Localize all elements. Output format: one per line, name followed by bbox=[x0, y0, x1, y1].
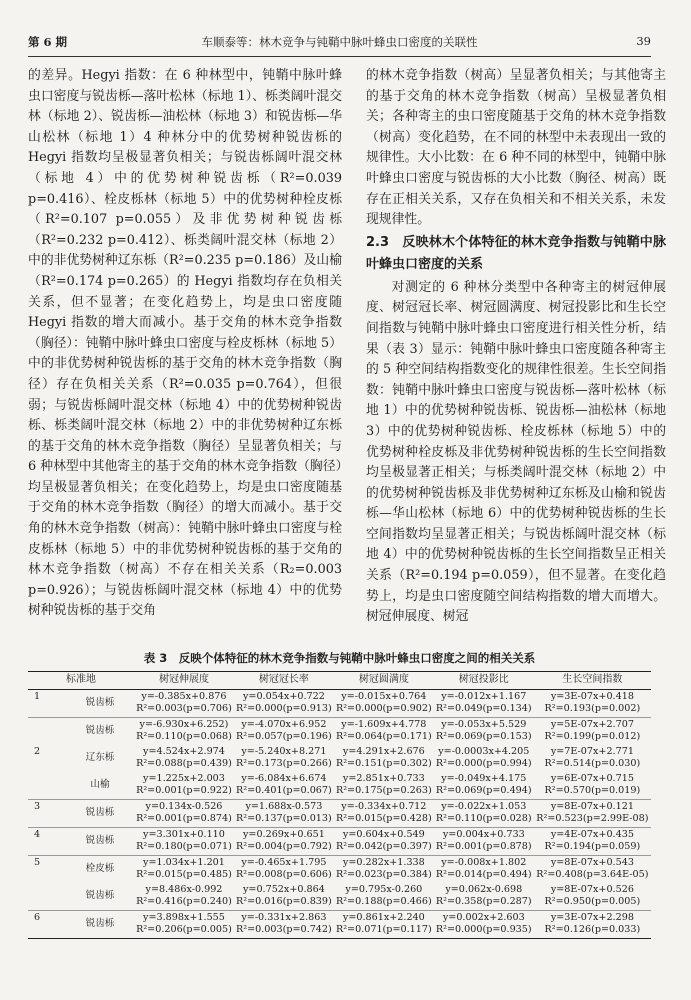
header-rule bbox=[28, 56, 651, 57]
regression-equation: y=-0.465x+1.795 bbox=[241, 856, 327, 868]
r-squared-value: R²=0.416(p=0.240) bbox=[136, 896, 232, 907]
r-squared-value: R²=0.188(p=0.466) bbox=[335, 896, 432, 907]
r-squared-value: R²=0.003(p=0.706) bbox=[136, 703, 232, 714]
r-squared-value: R²=0.175(p=0.263) bbox=[335, 785, 432, 796]
regression-cell bbox=[434, 689, 534, 717]
regression-cell bbox=[334, 772, 434, 800]
regression-equation: y=3E-07x+0.418 bbox=[550, 690, 634, 702]
regression-cell bbox=[234, 799, 334, 827]
species-cell: 栓皮栎 bbox=[66, 855, 134, 883]
r-squared-value: R²=0.173(p=0.266) bbox=[236, 758, 332, 769]
r-squared-value: R²=0.071(p=0.117) bbox=[335, 924, 432, 935]
site-number-cell: 1 bbox=[34, 690, 41, 702]
regression-cell bbox=[534, 799, 651, 827]
r-squared-value: R²=0.069(p=0.153) bbox=[435, 731, 532, 742]
r-squared-value: R²=0.358(p=0.287) bbox=[435, 896, 532, 907]
r-squared-value: R²=0.088(p=0.439) bbox=[136, 758, 232, 769]
r-squared-value: R²=0.003(p=0.742) bbox=[236, 924, 332, 935]
site-number-cell: 6 bbox=[28, 910, 66, 938]
site-number-cell: 3 bbox=[28, 799, 66, 827]
r-squared-value: R²=0.000(p=0.935) bbox=[435, 924, 532, 935]
right-paragraph-2: 对测定的 6 种林分类型中各种寄主的树冠伸展度、树冠冠长率、树冠圆满度、树冠投影比和生长空间指数与钝鞘中脉叶蜂虫口密度进行相关性分析，结果（表 3）显示：钝鞘中脉叶蜂虫口密度随各种寄主的 5 种空间结构指数变化的规律性很差。生长空间指数：钝鞘中脉叶蜂虫口密度与锐齿栎—落叶松林（标地 1）中的优势树种锐齿栎、锐齿栎—油松林（标地 3）中的优势树种锐齿栎、栓皮栎林（标地 5）中的优势树种栓皮栎及非优势树种锐齿栎的生长空间指数均呈极显著正相关；与栎类阔叶混交林（标地 2）中的优势树种锐齿栎及非优势树种辽东栎及山榆和锐齿栎—华山松林（标地 6）中的优势树种锐齿栎的生长空间指数均呈显著正相关；与锐齿栎阔叶混交林（标地 4）中的优势树种锐齿栎的生长空间指数呈正相关关系（R²=0.194 p=0.059），但不显著。在变化趋势上，均是虫口密度随空间结构指数的增大而增大。树冠伸展度、树冠 bbox=[366, 279, 666, 625]
r-squared-value: R²=0.015(p=0.428) bbox=[335, 813, 432, 824]
regression-cell bbox=[434, 910, 534, 938]
r-squared-value: R²=0.126(p=0.033) bbox=[544, 924, 641, 935]
r-squared-value: R²=0.014(p=0.494) bbox=[435, 869, 532, 880]
table-row bbox=[28, 910, 651, 938]
regression-cell bbox=[434, 799, 534, 827]
regression-equation: y=-1.609x+4.778 bbox=[341, 718, 427, 730]
species-cell: 锐齿栎 bbox=[85, 889, 115, 901]
regression-equation: y=8E-07x+0.121 bbox=[550, 800, 634, 812]
regression-cell bbox=[534, 827, 651, 855]
regression-cell bbox=[234, 772, 334, 800]
r-squared-value: R²=0.570(p=0.019) bbox=[544, 785, 641, 796]
table-header-cell: 标准地 bbox=[28, 672, 134, 690]
r-squared-value: R²=0.137(p=0.013) bbox=[236, 813, 332, 824]
regression-equation: y=0.604x+0.549 bbox=[342, 828, 425, 840]
regression-cell bbox=[334, 827, 434, 855]
r-squared-value: R²=0.206(p=0.005) bbox=[136, 924, 232, 935]
right-paragraph-1: 的林木竞争指数（树高）呈显著负相关；与其他寄主的基于交角的林木竞争指数（树高）呈极显著负相关；各种寄主的虫口密度随基于交角的林木竞争指数（树高）变化趋势，在不同的林型中未表现出一致的规律性。大小比数：在 6 种不同的林型中，钝鞘中脉叶蜂虫口密度与锐齿栎的大小比数（胸径、树高）既存在正相关关系，又存在负相关和不相关关系，未发现规律性。 bbox=[366, 68, 666, 228]
running-title: 车顺泰等：林木竞争与钝鞘中脉叶蜂虫口密度的关联性 bbox=[201, 35, 478, 49]
species-cell: 锐齿栎 bbox=[66, 827, 134, 855]
r-squared-value: R²=0.110(p=0.068) bbox=[136, 731, 232, 742]
table-header-cell: 树冠圆满度 bbox=[334, 672, 434, 690]
regression-cell bbox=[134, 745, 234, 772]
regression-cell bbox=[134, 717, 234, 745]
r-squared-value: R²=0.064(p=0.171) bbox=[335, 731, 432, 742]
regression-equation: y=8E-07x+0.543 bbox=[550, 856, 634, 868]
regression-equation: y=7E-07x+2.771 bbox=[550, 745, 634, 757]
regression-equation: y=-0.015x+0.764 bbox=[341, 690, 427, 702]
regression-cell bbox=[234, 827, 334, 855]
regression-cell bbox=[534, 717, 651, 745]
regression-equation: y=0.282x+1.338 bbox=[342, 856, 425, 868]
site-number-cell: 4 bbox=[28, 827, 66, 855]
r-squared-value: R²=0.950(p=0.005) bbox=[544, 896, 641, 907]
r-squared-value: R²=0.514(p=0.030) bbox=[544, 758, 641, 769]
regression-cell bbox=[134, 883, 234, 911]
regression-cell bbox=[534, 855, 651, 883]
regression-equation: y=-4.070x+6.952 bbox=[241, 718, 327, 730]
species-cell: 锐齿栎 bbox=[85, 696, 115, 708]
r-squared-value: R²=0.151(p=0.302) bbox=[335, 758, 432, 769]
table-row bbox=[28, 799, 651, 827]
regression-cell bbox=[234, 745, 334, 772]
regression-cell bbox=[434, 772, 534, 800]
regression-equation: y=-6.084x+6.674 bbox=[241, 772, 327, 784]
regression-equation: y=-5.240x+8.271 bbox=[241, 745, 327, 757]
r-squared-value: R²=0.001(p=0.874) bbox=[136, 813, 232, 824]
regression-cell bbox=[234, 855, 334, 883]
regression-equation: y=1.225x+2.003 bbox=[143, 772, 225, 784]
r-squared-value: R²=0.180(p=0.071) bbox=[136, 841, 232, 852]
r-squared-value: R²=0.016(p=0.839) bbox=[236, 896, 332, 907]
species-cell: 辽东栎 bbox=[85, 751, 115, 763]
regression-equation: y=8.486x-0.992 bbox=[145, 883, 223, 895]
correlation-table bbox=[28, 671, 651, 939]
regression-cell bbox=[434, 827, 534, 855]
regression-equation: y=-0.022x+1.053 bbox=[441, 800, 527, 812]
table-row bbox=[28, 827, 651, 855]
left-text-column bbox=[28, 66, 342, 622]
regression-equation: y=0.134x-0.526 bbox=[145, 800, 223, 812]
regression-cell bbox=[434, 745, 534, 772]
r-squared-value: R²=0.523(p=2.99E-08) bbox=[536, 813, 649, 824]
regression-equation: y=0.002x+2.603 bbox=[442, 911, 525, 923]
r-squared-value: R²=0.194(p=0.059) bbox=[544, 841, 641, 852]
regression-cell bbox=[534, 689, 651, 717]
r-squared-value: R²=0.069(p=0.494) bbox=[435, 785, 532, 796]
regression-equation: y=0.752x+0.864 bbox=[242, 883, 325, 895]
regression-equation: y=6E-07x+0.715 bbox=[550, 772, 634, 784]
regression-equation: y=1.034x+1.201 bbox=[143, 856, 225, 868]
r-squared-value: R²=0.193(p=0.002) bbox=[544, 703, 641, 714]
table-header-cell: 树冠冠长率 bbox=[234, 672, 334, 690]
regression-cell bbox=[134, 827, 234, 855]
regression-equation: y=-0.331x+2.863 bbox=[241, 911, 327, 923]
r-squared-value: R²=0.001(p=0.922) bbox=[136, 785, 232, 796]
regression-cell bbox=[334, 910, 434, 938]
regression-equation: y=-0.012x+1.167 bbox=[441, 690, 527, 702]
r-squared-value: R²=0.049(p=0.134) bbox=[435, 703, 532, 714]
regression-equation: y=0.054x+0.722 bbox=[242, 690, 325, 702]
regression-equation: y=-0.0003x+4.205 bbox=[438, 745, 530, 757]
regression-cell bbox=[134, 689, 234, 717]
regression-equation: y=1.688x-0.573 bbox=[245, 800, 323, 812]
regression-cell bbox=[134, 910, 234, 938]
regression-cell bbox=[334, 745, 434, 772]
r-squared-value: R²=0.023(p=0.384) bbox=[335, 869, 432, 880]
table-header-row bbox=[28, 672, 651, 690]
regression-cell bbox=[434, 717, 534, 745]
r-squared-value: R²=0.000(p=0.994) bbox=[435, 758, 532, 769]
r-squared-value: R²=0.004(p=0.792) bbox=[236, 841, 332, 852]
r-squared-value: R²=0.000(p=0.913) bbox=[236, 703, 332, 714]
regression-equation: y=-0.334x+0.712 bbox=[341, 800, 427, 812]
table-row bbox=[28, 772, 651, 800]
r-squared-value: R²=0.199(p=0.012) bbox=[544, 731, 641, 742]
regression-equation: y=-0.008x+1.802 bbox=[441, 856, 527, 868]
regression-equation: y=-0.053x+5.529 bbox=[441, 718, 527, 730]
running-header bbox=[28, 34, 651, 56]
r-squared-value: R²=0.057(p=0.196) bbox=[236, 731, 332, 742]
regression-cell bbox=[134, 772, 234, 800]
regression-equation: y=-0.385x+0.876 bbox=[141, 690, 227, 702]
regression-equation: y=4.524x+2.974 bbox=[143, 745, 225, 757]
regression-equation: y=3.898x+1.555 bbox=[143, 911, 225, 923]
regression-cell bbox=[334, 799, 434, 827]
regression-cell bbox=[434, 883, 534, 911]
regression-equation: y=0.795x-0.260 bbox=[345, 883, 423, 895]
table-header-cell: 树冠伸展度 bbox=[134, 672, 234, 690]
regression-cell bbox=[134, 799, 234, 827]
regression-cell bbox=[234, 717, 334, 745]
regression-cell bbox=[534, 910, 651, 938]
left-paragraph: 的差异。Hegyi 指数：在 6 种林型中，钝鞘中脉叶蜂虫口密度与锐齿栎—落叶松林（标地 1）、栎类阔叶混交林（标地 2）、锐齿栎—油松林（标地 3）和锐齿栎—华山松林（标地 1）4 种林分中的优势树种锐齿栎的 Hegyi 指数均呈极显著负相关；与锐齿栎阔叶混交林（标地 4）中的优势树种锐齿栎（R²=0.039 p=0.416）、栓皮栎林（标地 5）中的优势树种栓皮栎（R²=0.107 p=0.055）及非优势树种锐齿栎（R²=0.232 p=0.412）、栎类阔叶混交林（标地 2）中的非优势树种辽东栎（R²=0.235 p=0.186）及山榆（R²=0.174 p=0.265）的 Hegyi 指数均存在负相关关系，但不显著；在变化趋势上，均是虫口密度随 Hegyi 指数的增大而减小。基于交角的林木竞争指数（胸径）：钝鞘中脉叶蜂虫口密度与栓皮栎林（标地 5）中的非优势树种锐齿栎的基于交角的林木竞争指数（胸径）存在负相关关系（R²=0.035 p=0.764），但很弱；与锐齿栎阔叶混交林（标地 4）中的优势树种锐齿栎、栎类阔叶混交林（标地 2）中的非优势树种辽东栎的基于交角的林木竞争指数（胸径）呈显著负相关；与 6 种林型中其他寄主的基于交角的林木竞争指数（胸径）均呈极显著负相关；在变化趋势上，均是虫口密度随基于交角的林木竞争指数（胸径）的增大而减小。基于交角的林木竞争指数（树高）：钝鞘中脉叶蜂虫口密度与栓皮栎林（标地 5）中的非优势树种锐齿栎的基于交角的林木竞争指数（树高）不存在相关关系（R₂=0.003 p=0.926）；与锐齿栎阔叶混交林（标地 4）中的优势树种锐齿栎的基于交角 bbox=[28, 68, 342, 619]
regression-equation: y=-0.049x+4.175 bbox=[441, 772, 527, 784]
r-squared-value: R²=0.001(p=0.878) bbox=[435, 841, 532, 852]
r-squared-value: R²=0.015(p=0.485) bbox=[136, 869, 232, 880]
regression-cell bbox=[534, 772, 651, 800]
species-cell: 山榆 bbox=[90, 778, 110, 790]
r-squared-value: R²=0.008(p=0.606) bbox=[236, 869, 332, 880]
table-caption: 表 3 反映个体特征的林木竞争指数与钝鞘中脉叶蜂虫口密度之间的相关关系 bbox=[143, 651, 536, 665]
page-number: 39 bbox=[636, 34, 651, 48]
regression-equation: y=5E-07x+2.707 bbox=[550, 718, 634, 730]
regression-equation: y=-6.930x+6.252) bbox=[139, 718, 229, 730]
regression-cell bbox=[134, 855, 234, 883]
table-row bbox=[28, 745, 651, 772]
species-cell: 锐齿栎 bbox=[66, 799, 134, 827]
regression-cell bbox=[434, 855, 534, 883]
site-number-cell: 2 bbox=[34, 745, 41, 757]
regression-cell bbox=[334, 883, 434, 911]
site-number-cell: 5 bbox=[28, 855, 66, 883]
r-squared-value: R²=0.000(p=0.902) bbox=[335, 703, 432, 714]
regression-equation: y=0.062x-0.698 bbox=[445, 883, 523, 895]
regression-cell bbox=[334, 717, 434, 745]
r-squared-value: R²=0.042(p=0.397) bbox=[335, 841, 432, 852]
regression-equation: y=0.004x+0.733 bbox=[442, 828, 525, 840]
table-row bbox=[28, 883, 651, 911]
regression-cell bbox=[334, 689, 434, 717]
regression-equation: y=0.269x+0.651 bbox=[242, 828, 325, 840]
issue-label: 第 6 期 bbox=[28, 35, 68, 49]
right-text-column bbox=[366, 66, 666, 628]
table-header-cell: 树冠投影比 bbox=[434, 672, 534, 690]
regression-cell bbox=[234, 689, 334, 717]
r-squared-value: R²=0.110(p=0.028) bbox=[435, 813, 532, 824]
site-number-cell bbox=[28, 883, 66, 911]
section-heading: 2.3 反映林木个体特征的林木竞争指数与钝鞘中脉叶蜂虫口密度的关系 bbox=[366, 234, 666, 272]
r-squared-value: R²=0.401(p=0.067) bbox=[236, 785, 332, 796]
species-cell: 锐齿栎 bbox=[66, 910, 134, 938]
regression-equation: y=8E-07x+0.526 bbox=[550, 883, 634, 895]
site-number-cell bbox=[28, 772, 66, 800]
regression-cell bbox=[534, 745, 651, 772]
regression-cell bbox=[334, 855, 434, 883]
table-row bbox=[28, 689, 651, 717]
table-row bbox=[28, 717, 651, 745]
regression-cell bbox=[234, 910, 334, 938]
table-header-cell: 生长空间指数 bbox=[534, 672, 651, 690]
r-squared-value: R²=0.408(p=3.64E-05) bbox=[536, 869, 649, 880]
regression-equation: y=4E-07x+0.435 bbox=[550, 828, 634, 840]
regression-equation: y=2.851x+0.733 bbox=[342, 772, 425, 784]
regression-equation: y=3E-07x+2.298 bbox=[550, 911, 634, 923]
regression-equation: y=3.301x+0.110 bbox=[143, 828, 225, 840]
regression-equation: y=0.861x+2.240 bbox=[342, 911, 425, 923]
regression-cell bbox=[534, 883, 651, 911]
regression-equation: y=4.291x+2.676 bbox=[342, 745, 425, 757]
table-row bbox=[28, 855, 651, 883]
species-cell: 锐齿栎 bbox=[66, 717, 134, 745]
site-number-cell bbox=[28, 717, 66, 745]
regression-cell bbox=[234, 883, 334, 911]
